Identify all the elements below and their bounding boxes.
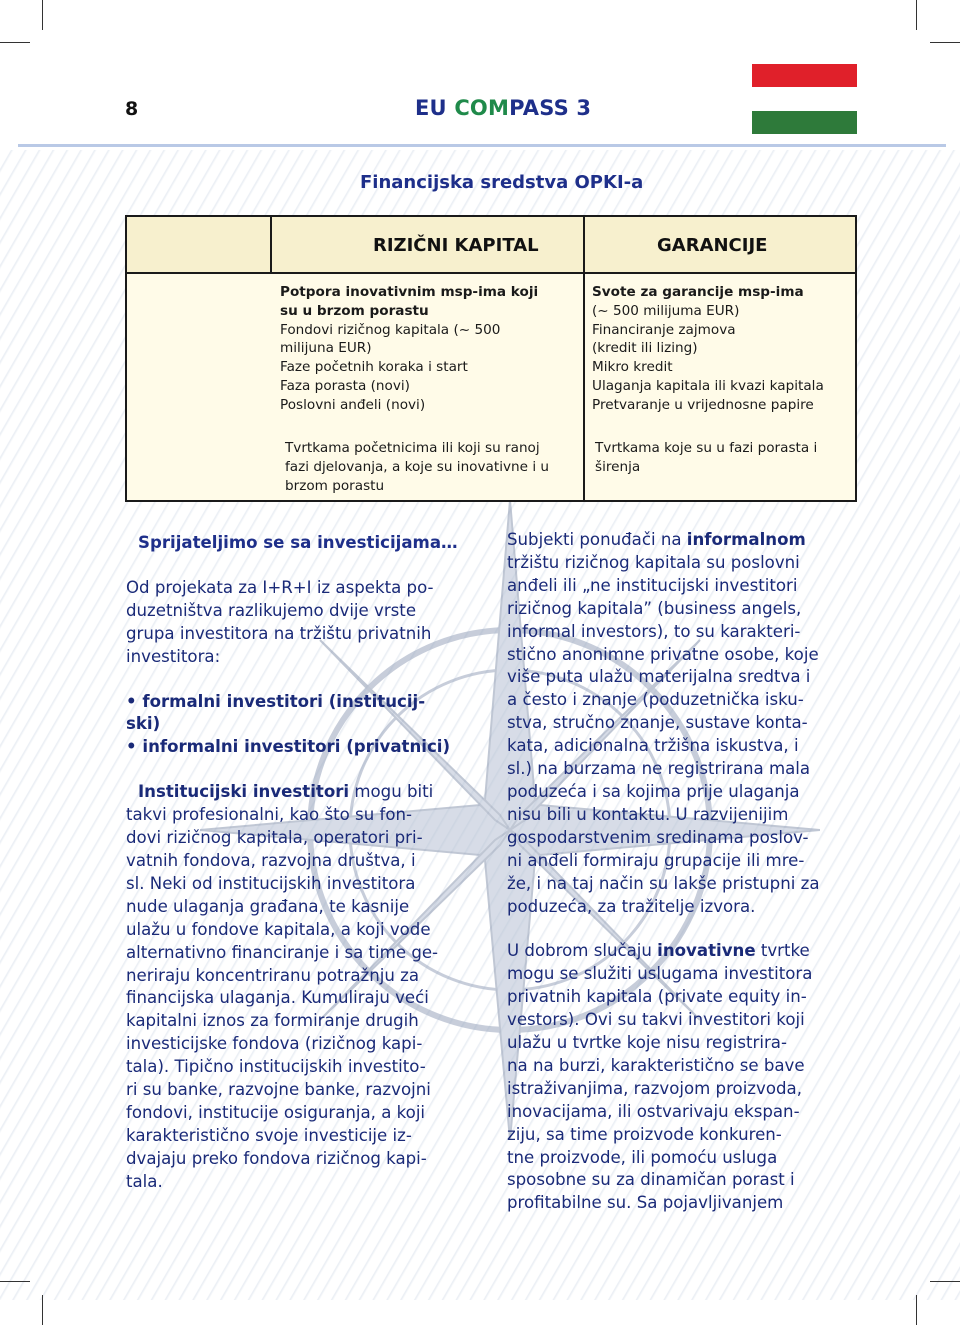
table-divider <box>127 272 855 274</box>
text-line: na na burzi, karakteristično se bave <box>507 1055 805 1075</box>
text-line: duzetništva razlikujemo dvije vrste <box>126 600 417 620</box>
text-fragment: Subjekti ponuđači na <box>507 530 687 549</box>
text-line: a često i znanje (poduzetnička isku- <box>507 690 804 710</box>
venture-capital-sources <box>280 283 573 415</box>
title-part: EU <box>415 96 455 120</box>
text-line: že, i na taj način su lakše pristupni za <box>507 873 820 893</box>
text-line: sl. Neki od institucijskih investitora <box>126 873 416 893</box>
text-line: investitora: <box>126 646 221 666</box>
bullet-item: • informalni investitori (privatnici) <box>126 737 451 757</box>
text-line: fondovi, institucije osiguranja, a koji <box>126 1102 426 1122</box>
title-part: PASS 3 <box>509 96 592 120</box>
title-part-highlight: COM <box>454 96 510 120</box>
cell-line: Financiranje zajmova <box>592 321 736 338</box>
text-line: tala. <box>126 1171 163 1191</box>
text-line: grupa investitora na tržištu privatnih <box>126 623 432 643</box>
column-heading: Sprijateljimo se sa investicijama… <box>138 533 458 552</box>
cell-line: Tvrtkama početnicima ili koji su ranoj <box>285 440 540 456</box>
bold-term: inovativne <box>657 941 756 961</box>
text-line: ulažu u tvrtke koje nisu registrira- <box>507 1033 787 1053</box>
text-line: mogu se služiti uslugama investitora <box>507 964 813 984</box>
cell-line: milijuna EUR) <box>280 340 372 357</box>
cell-line: Ulaganja kapitala ili kvazi kapitala <box>592 377 824 394</box>
cell-line: su u brzom porastu <box>280 302 429 319</box>
text-line: tržištu rizičnog kapitala su poslovni <box>507 552 800 572</box>
left-text-column <box>126 532 481 1194</box>
text-line: sl.) na burzama ne registrirana mala <box>507 759 811 779</box>
text-line: nisu bili u kontaktu. U razvijenijim <box>507 804 789 824</box>
cell-line: fazi djelovanja, a koje su inovativne i u <box>285 458 550 475</box>
text-line: vatnih fondova, razvojna društva, i <box>126 850 416 870</box>
funding-table <box>125 215 857 502</box>
text-line: Od projekata za I+R+I iz aspekta po- <box>126 577 434 597</box>
guarantee-sources <box>592 283 852 415</box>
crop-mark <box>42 1295 43 1325</box>
text-line: dovi rizičnog kapitala, operatori pri- <box>126 828 423 848</box>
text-line: ri su banke, razvojne banke, razvojni <box>126 1080 431 1100</box>
header-divider <box>18 144 946 147</box>
text-line: neriraju koncentriranu potražnju za <box>126 965 420 985</box>
text-line <box>507 529 859 552</box>
text-line <box>507 940 859 963</box>
text-line: ziju, sa time proizvode konkuren- <box>507 1124 782 1144</box>
text-line: informal investors), to su karakteri- <box>507 621 801 641</box>
crop-mark <box>916 0 917 30</box>
cell-line: (kredit ili lizing) <box>592 340 698 357</box>
cell-line: Fondovi rizičnog kapitala (~ 500 <box>280 321 501 338</box>
cell-line: Poslovni anđeli (novi) <box>280 396 426 413</box>
text-line: više puta ulažu materijalna sredtva i <box>507 667 811 687</box>
crop-mark <box>42 0 43 30</box>
table-divider <box>583 217 585 500</box>
text-line: takvi profesionalni, kao što su fon- <box>126 805 412 825</box>
text-fragment: U dobrom slučaju <box>507 941 658 961</box>
text-line: alternativno financiranje i sa time ge- <box>126 942 439 962</box>
text-line: vestors). Ovi su takvi investitori koji <box>507 1010 805 1030</box>
text-line: investicijske fondova (rizičnog kapi- <box>126 1034 423 1054</box>
right-text-column <box>507 529 859 1215</box>
text-line: privatnih kapitala (private equity in- <box>507 987 807 1007</box>
table-divider <box>270 420 855 422</box>
page-number: 8 <box>125 98 139 120</box>
table-divider <box>270 217 272 272</box>
cell-line: Tvrtkama koje su u fazi porasta i <box>595 440 818 456</box>
text-line: stva, stručno znanje, sustave konta- <box>507 713 808 733</box>
column-header-venture-capital: RIZIČNI KAPITAL <box>373 235 539 256</box>
text-line: ulažu u fondove kapitala, a koji vode <box>126 919 431 939</box>
text-line: financijska ulaganja. Kumuliraju veći <box>126 988 429 1008</box>
text-line: poduzeća i sa kojima prije ulaganja <box>507 781 800 801</box>
cell-line: Faze početnih koraka i start <box>280 359 468 376</box>
cell-line: Faza porasta (novi) <box>280 377 410 394</box>
publication-title <box>415 96 591 120</box>
column-header-guarantees: GARANCIJE <box>657 235 768 256</box>
text-line: karakteristično svoje investicije iz- <box>126 1125 412 1145</box>
text-line <box>138 781 481 804</box>
cell-line: (~ 500 milijuma EUR) <box>592 302 740 319</box>
text-line: anđeli ili „ne institucijski investitori <box>507 575 798 595</box>
text-line: poduzeća, za tražitelje izvora. <box>507 896 756 916</box>
text-line: stično anonimne privatne osobe, koje <box>507 644 819 664</box>
guarantee-recipients <box>595 439 853 477</box>
crop-mark <box>916 1295 917 1325</box>
bold-term: informalnom <box>686 530 806 549</box>
crop-mark <box>930 42 960 43</box>
venture-capital-recipients <box>285 439 575 495</box>
cell-line: Potpora inovativnim msp-ima koji <box>280 284 539 300</box>
text-line: tne proizvode, ili pomoću usluga <box>507 1147 778 1167</box>
text-fragment: mogu biti <box>349 782 434 802</box>
crop-mark <box>0 1281 30 1282</box>
text-line: profitabilne su. Sa pojavljivanjem <box>507 1193 784 1213</box>
bullet-item: ski) <box>126 714 161 734</box>
text-line: kapitalni iznos za formiranje drugih <box>126 1011 419 1031</box>
bold-term: Institucijski investitori <box>138 782 350 802</box>
text-line: dvajaju preko fondova rizičnog kapi- <box>126 1148 427 1168</box>
cell-line: Pretvaranje u vrijednosne papire <box>592 396 814 413</box>
text-line: nude ulaganja građana, te kasnije <box>126 896 410 916</box>
text-fragment: tvrtke <box>755 941 810 961</box>
bullet-item: • formalni investitori (institucij- <box>126 691 426 711</box>
cell-line: Mikro kredit <box>592 359 673 376</box>
crop-mark <box>930 1281 960 1282</box>
text-line: sposobne su za dinamičan porast i <box>507 1170 795 1190</box>
hungarian-flag-icon <box>752 64 857 134</box>
text-line: ni anđeli formiraju grupacije ili mre- <box>507 850 805 870</box>
crop-mark <box>0 42 30 43</box>
text-line: gospodarstvenim sredinama poslov- <box>507 827 809 847</box>
text-line: inovacijama, ili ostvarivaju ekspan- <box>507 1101 800 1121</box>
text-line: rizičnog kapitala” (business angels, <box>507 598 802 618</box>
section-title: Financijska sredstva OPKI-a <box>360 172 644 193</box>
text-line: istraživanjima, razvojom proizvoda, <box>507 1078 802 1098</box>
text-line: tala). Tipično institucijskih investito- <box>126 1057 426 1077</box>
cell-line: Svote za garancije msp-ima <box>592 284 804 300</box>
cell-line: brzom porastu <box>285 477 385 494</box>
cell-line: širenja <box>595 458 641 475</box>
text-line: kata, adicionalna tržišna iskustva, i <box>507 736 799 756</box>
